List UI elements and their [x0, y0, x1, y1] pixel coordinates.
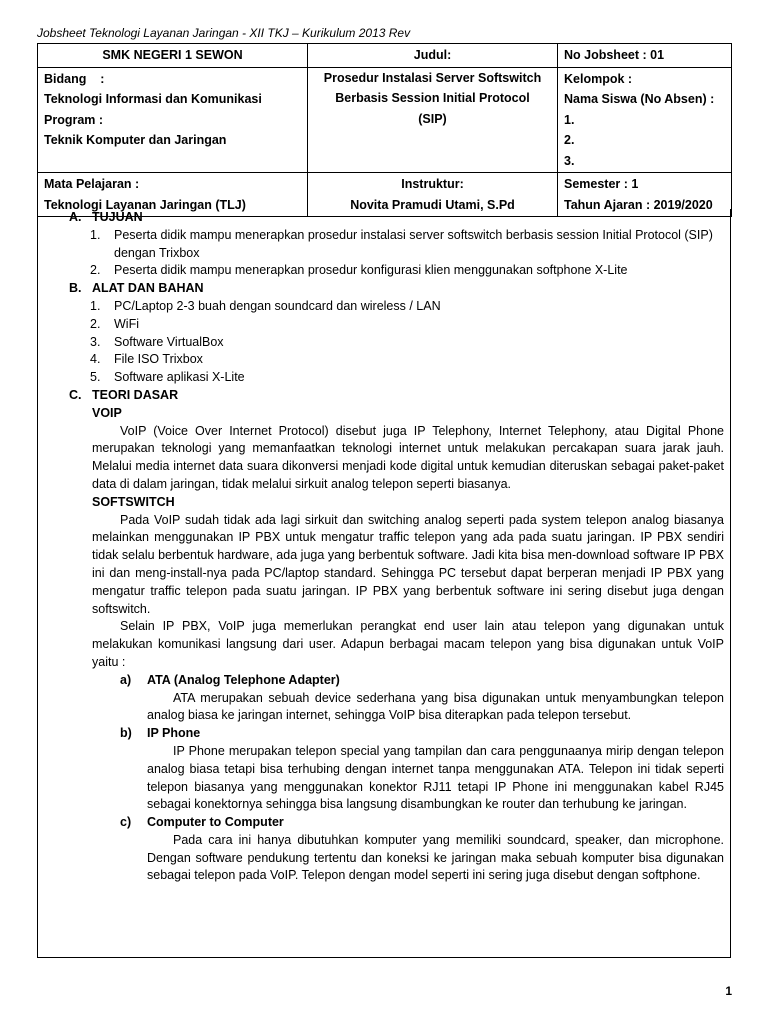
phone-type-text: Pada cara ini hanya dibutuhkan komputer yang memiliki soundcard, speaker, dan microphone. Dengan software pendukung tertentu dan koneksi ke jaringan maka sebuah komputer bisa digunakan sebagai telepon pada VoIP. Telepon dengan model seperti ini sering juga disebut dengan softphone.	[147, 832, 724, 883]
judul-label: Judul:	[308, 44, 558, 68]
subheading-softswitch: SOFTSWITCH	[92, 494, 175, 509]
list-text: Software aplikasi X-Lite	[114, 370, 245, 385]
section-tujuan	[38, 209, 730, 227]
phone-type-label: b)	[120, 726, 132, 741]
instruktur-label: Instruktur:	[401, 177, 464, 191]
list-text: File ISO Trixbox	[114, 352, 203, 367]
list-number: 2.	[90, 316, 101, 331]
paragraph-softswitch-2: Selain IP PBX, VoIP juga memerlukan perangkat end user lain atau telepon yang digunakan untuk melakukan komunikasi langsung dari user. Adapun berbagai macam telepon yang bisa digunakan untuk VoIP yaitu :	[92, 619, 724, 669]
instruktur-value: Novita Pramudi Utami, S.Pd	[350, 197, 515, 212]
section-title: TEORI DASAR	[92, 387, 179, 402]
list-text: Peserta didik mampu menerapkan prosedur instalasi server softswitch berbasis session Initial Protocol (SIP) dengan Trixbox	[114, 227, 713, 260]
list-item	[38, 334, 730, 352]
semester-label: Semester : 1	[564, 177, 639, 191]
list-item	[38, 316, 730, 334]
phone-type-title: Computer to Computer	[147, 815, 284, 830]
list-text: PC/Laptop 2-3 buah dengan soundcard dan wireless / LAN	[114, 298, 441, 313]
list-text: Software VirtualBox	[114, 334, 224, 349]
list-number: 5.	[90, 370, 101, 385]
phone-type-heading	[38, 814, 730, 832]
bidang-label: Bidang :	[44, 71, 105, 86]
phone-type-heading	[38, 725, 730, 743]
list-number: 1.	[90, 227, 101, 242]
section-label: C.	[69, 387, 82, 402]
phone-type-label: a)	[120, 672, 132, 687]
bidang-cell	[38, 67, 308, 173]
list-text: WiFi	[114, 316, 139, 331]
list-number: 1.	[90, 298, 101, 313]
section-title: TUJUAN	[92, 210, 143, 224]
judul-text: Prosedur Instalasi Server Softswitch Berbasis Session Initial Protocol (SIP)	[308, 67, 558, 173]
bidang-value: Teknologi Informasi dan Komunikasi	[44, 92, 262, 106]
siswa-row-2: 2.	[564, 133, 575, 147]
paragraph-softswitch-1: Pada VoIP sudah tidak ada lagi sirkuit dan switching analog seperti pada system telepon analog biasanya melainkan menggunakan IP PBX untuk mengatur traffic telepon yang ada pada suatu jaringan. IP PBX sendiri tidak selalu berbentuk hardware, ada juga yang berbentuk software. Jadi kita bisa men-download software IP PBX ini dan meng-install-nya pada PC/laptop standard. Sehingga PC tersebut dapat berperan menjadi IP PBX yang mengatur traffic telepon pada suatu jaringan. IP PBX yang berbentuk software ini sering disebut juga dengan softswitch.	[92, 512, 724, 616]
phone-type-text: IP Phone merupakan telepon special yang tampilan dan cara penggunaanya mirip dengan telepon analog biasa tetapi bisa terhubing dengan internet tanpa menggunakan ATA. Telepon ini tidak seperti telepon biasanya yang menggunakan konektor RJ11 tetapi IP Phone ini menggunakan kabel RJ45 sebagai konektornya sehingga bisa langsung disambungkan ke router dan terhubung ke jaringan.	[147, 743, 724, 812]
mapel-label: Mata Pelajaran :	[44, 177, 140, 191]
list-number: 4.	[90, 352, 101, 367]
list-item	[38, 262, 730, 280]
program-value: Teknik Komputer dan Jaringan	[44, 133, 227, 147]
page-number: 1	[725, 984, 732, 998]
section-label: B.	[69, 281, 82, 296]
phone-type-label: c)	[120, 815, 132, 830]
phone-type-title: IP Phone	[147, 726, 201, 741]
list-number: 3.	[90, 334, 101, 349]
running-head: Jobsheet Teknologi Layanan Jaringan - XII TKJ – Kurikulum 2013 Rev	[37, 26, 411, 40]
section-alat-bahan	[38, 280, 730, 298]
nama-siswa-label: Nama Siswa (No Absen) :	[564, 92, 715, 106]
tahun-ajaran-label: Tahun Ajaran : 2019/2020	[564, 197, 713, 212]
phone-type-title: ATA (Analog Telephone Adapter)	[147, 672, 340, 687]
jobsheet-body	[37, 209, 731, 958]
program-label: Program :	[44, 112, 104, 127]
list-number: 2.	[90, 263, 101, 278]
siswa-row-1: 1.	[564, 112, 575, 127]
section-teori-dasar	[38, 387, 730, 405]
school-name: SMK NEGERI 1 SEWON	[38, 44, 308, 68]
jobsheet-header-table	[37, 43, 732, 217]
section-label: A.	[69, 210, 82, 224]
section-title: ALAT DAN BAHAN	[92, 281, 204, 296]
list-text: Peserta didik mampu menerapkan prosedur konfigurasi klien menggunakan softphone X-Lite	[114, 263, 628, 278]
list-item	[38, 227, 730, 263]
phone-type-text: ATA merupakan sebuah device sederhana yang bisa digunakan untuk menyambungkan telepon analog biasa ke jaringan internet, sehingga VoIP bisa diterapkan pada telepon tersebut.	[147, 690, 724, 723]
kelompok-label: Kelompok :	[564, 71, 633, 86]
mapel-value: Teknologi Layanan Jaringan (TLJ)	[44, 197, 246, 212]
paragraph-voip: VoIP (Voice Over Internet Protocol) disebut juga IP Telephony, Internet Telephony, atau Digital Phone merupakan teknologi yang memanfaatkan teknologi internet untuk melakukan percakapan suara jarak jauh. Melalui media internet data suara dikonversi menjadi kode digital untuk kemudian diteruskan sebagai paket-paket data di dalam jaringan, tidak melalui sirkuit analog telepon seperti biasanya.	[92, 423, 724, 491]
list-item	[38, 298, 730, 316]
phone-type-heading	[38, 672, 730, 690]
subheading-voip: VOIP	[92, 405, 122, 420]
jobsheet-number: No Jobsheet : 01	[558, 44, 732, 68]
list-item	[38, 369, 730, 387]
siswa-row-3: 3.	[564, 153, 575, 168]
list-item	[38, 351, 730, 369]
kelompok-cell	[558, 67, 732, 173]
